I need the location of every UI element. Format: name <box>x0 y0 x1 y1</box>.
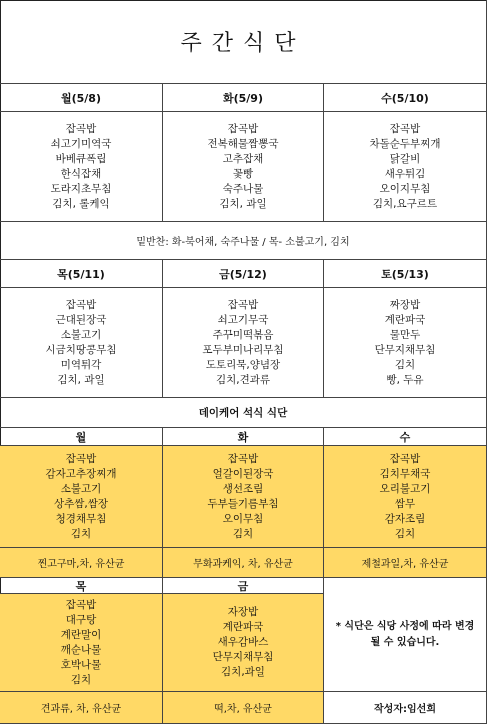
menu-item: 김치무채국 <box>379 467 431 480</box>
menu-item: 김치 <box>70 527 92 540</box>
day-menu-sat <box>324 288 487 398</box>
menu-item: 새우감바스 <box>217 636 269 648</box>
menu-item: 잡곡밥 <box>389 122 421 135</box>
menu-item: 도토리묵,양념장 <box>205 358 281 371</box>
menu-item: 잡곡밥 <box>227 452 259 465</box>
side-dish-note: 밑반찬: 화-북어채, 숙주나물 / 목- 소불고기, 김치 <box>0 222 487 260</box>
day-menu-mon <box>0 112 163 222</box>
day-header-wed: 수(5/10) <box>324 84 487 112</box>
title-text: 주간식단 <box>180 31 306 56</box>
menu-item: 상추쌈,쌈장 <box>53 497 109 510</box>
menu-item: 계란파국 <box>222 621 264 633</box>
menu-item: 단무지채무침 <box>212 651 274 663</box>
day-menu-wed <box>324 112 487 222</box>
menu-item: 김치, 과일 <box>57 373 105 386</box>
daycare-snack-wed: 제철과일,차, 유산균 <box>324 548 487 578</box>
menu-item: 전복해물짬뽕국 <box>207 137 279 150</box>
day-menu-tue <box>163 112 324 222</box>
day-header-mon: 월(5/8) <box>0 84 163 112</box>
menu-item: 꽃빵 <box>232 167 254 180</box>
menu-item: 잡곡밥 <box>65 452 97 465</box>
menu-item: 물만두 <box>389 328 421 341</box>
day-header-fri: 금(5/12) <box>163 260 324 288</box>
menu-item: 단무지채무침 <box>374 343 436 356</box>
menu-item: 잡곡밥 <box>227 122 259 135</box>
menu-item: 오이무침 <box>222 512 264 525</box>
menu-item: 생선조림 <box>222 482 264 495</box>
daycare-menu-fri <box>163 594 324 692</box>
menu-item: 포두부미나리무침 <box>202 343 284 356</box>
menu-item: 닭갈비 <box>389 152 421 165</box>
menu-change-notice <box>324 578 487 692</box>
daycare-title: 데이케어 석식 식단 <box>0 398 487 428</box>
menu-item: 감자고추장찌개 <box>45 467 117 480</box>
menu-item: 차돌순두부찌개 <box>369 137 441 150</box>
author-label: 작성자:임선희 <box>324 692 487 724</box>
menu-item: 김치, 롤케익 <box>52 197 110 210</box>
daycare-header-wed: 수 <box>324 428 487 446</box>
daycare-header-fri: 금 <box>163 578 324 594</box>
day-header-thu: 목(5/11) <box>0 260 163 288</box>
day-menu-thu <box>0 288 163 398</box>
menu-item: 김치 <box>232 527 254 540</box>
menu-item: 잡곡밥 <box>65 298 97 311</box>
menu-item: 계란말이 <box>60 628 102 641</box>
menu-item: 김치,견과류 <box>215 373 271 386</box>
menu-item: 고추잡채 <box>222 152 264 165</box>
menu-item: 두부들기름부침 <box>207 497 279 510</box>
daycare-snack-thu: 견과류, 차, 유산균 <box>0 692 163 724</box>
daycare-menu-tue <box>163 446 324 548</box>
daycare-menu-thu <box>0 594 163 692</box>
day-header-tue: 화(5/9) <box>163 84 324 112</box>
menu-item: 김치 <box>394 358 416 371</box>
menu-item: 바베큐폭립 <box>55 152 107 165</box>
menu-item: 대구탕 <box>65 613 97 626</box>
menu-item: 시금치땅콩무침 <box>45 343 117 356</box>
notice-text: * 식단은 식당 사정에 따라 변경될 수 있습니다. <box>335 620 475 648</box>
menu-item: 짜장밥 <box>389 298 421 311</box>
menu-item: 잡곡밥 <box>65 598 97 611</box>
menu-item: 잡곡밥 <box>389 452 421 465</box>
menu-item: 숙주나물 <box>222 182 264 195</box>
menu-item: 오이지무침 <box>379 182 431 195</box>
menu-item: 주꾸미떡볶음 <box>212 328 274 341</box>
daycare-menu-wed <box>324 446 487 548</box>
daycare-header-thu: 목 <box>0 578 163 594</box>
menu-item: 근대된장국 <box>55 313 107 326</box>
menu-item: 얼갈이된장국 <box>212 467 274 480</box>
menu-item: 호박나물 <box>60 658 102 671</box>
menu-item: 김치,요구르트 <box>372 197 438 210</box>
menu-item: 한식잡채 <box>60 167 102 180</box>
menu-item: 김치 <box>70 673 92 686</box>
menu-item: 김치,과일 <box>221 666 265 678</box>
daycare-menu-mon <box>0 446 163 548</box>
daycare-header-tue: 화 <box>163 428 324 446</box>
menu-item: 감자조림 <box>384 512 426 525</box>
menu-item: 소불고기 <box>60 482 102 495</box>
daycare-snack-mon: 찐고구마,차, 유산균 <box>0 548 163 578</box>
menu-item: 김치, 과일 <box>219 197 267 210</box>
daycare-header-mon: 월 <box>0 428 163 446</box>
day-header-sat: 토(5/13) <box>324 260 487 288</box>
menu-item: 청경채무침 <box>55 512 107 525</box>
menu-item: 잡곡밥 <box>65 122 97 135</box>
menu-item: 도라지초무침 <box>50 182 112 195</box>
page-title <box>0 0 487 84</box>
menu-item: 미역튀각 <box>60 358 102 371</box>
menu-item: 계란파국 <box>384 313 426 326</box>
menu-item: 쇠고기무국 <box>217 313 269 326</box>
menu-item: 김치 <box>394 527 416 540</box>
daycare-snack-fri: 떡,차, 유산균 <box>163 692 324 724</box>
day-menu-fri <box>163 288 324 398</box>
menu-item: 새우튀김 <box>384 167 426 180</box>
menu-item: 쇠고기미역국 <box>50 137 112 150</box>
menu-item: 잡곡밥 <box>227 298 259 311</box>
menu-item: 소불고기 <box>60 328 102 341</box>
menu-item: 오리불고기 <box>379 482 431 495</box>
menu-item: 깨순나물 <box>60 643 102 656</box>
menu-item: 자장밥 <box>227 606 259 618</box>
daycare-snack-tue: 무화과케익, 차, 유산균 <box>163 548 324 578</box>
menu-item: 쌈무 <box>394 497 416 510</box>
menu-item: 빵, 두유 <box>386 373 424 386</box>
